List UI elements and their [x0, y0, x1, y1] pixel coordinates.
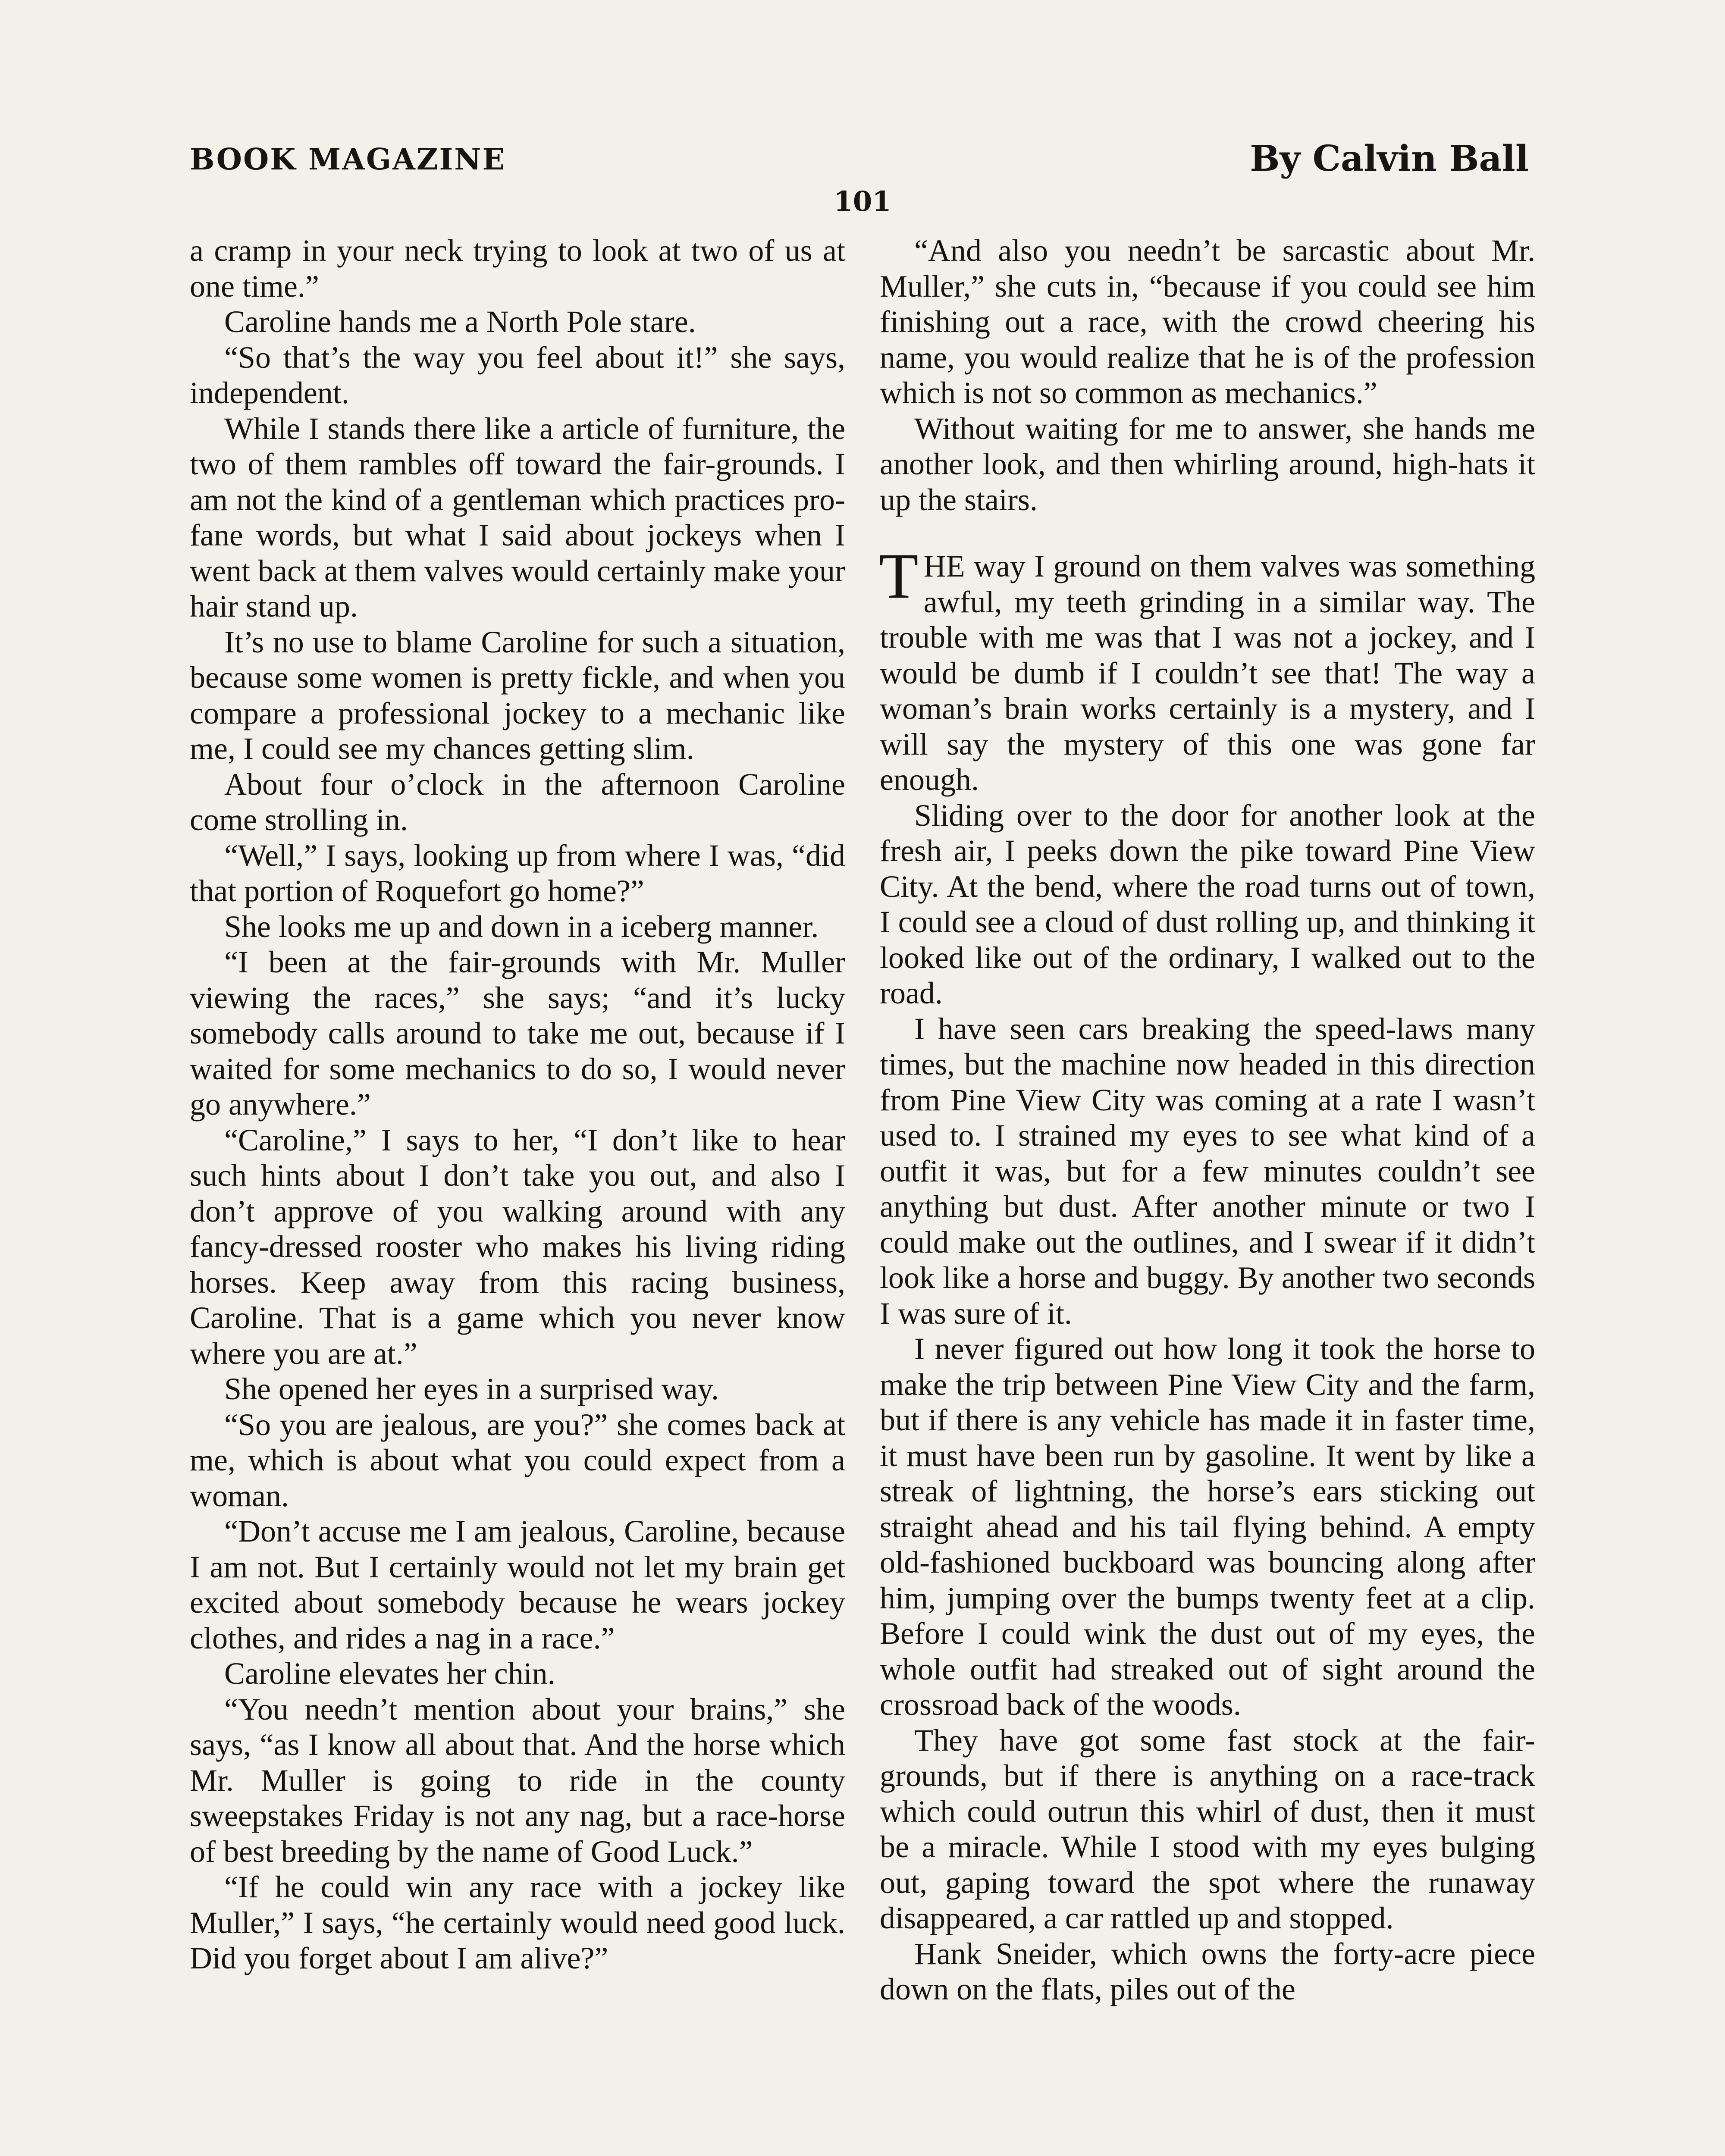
paragraph: She opened her eyes in a surprised way. [224, 1372, 719, 1406]
paragraph: “I been at the fair-grounds with Mr. Muller viewing the races,” she says; “and it’s lucky somebody calls around to take me out, because if I waited for some mechanics to do so, I would never go anywhere.” [190, 945, 845, 1122]
drop-cap-letter: T [879, 540, 919, 612]
author-byline: By Calvin Ball [1250, 138, 1529, 179]
page-number: 101 [834, 185, 891, 218]
paragraph: “You needn’t mention about your brains,” she says, “as I know all about that. And the horse which Mr. Muller is going to ride in the county sweepstakes Friday is not any nag, but a race-horse of best breeding by the name of Good Luck.” [190, 1692, 845, 1869]
paragraph: Caroline elevates her chin. [224, 1656, 555, 1691]
paragraph: “And also you needn’t be sarcastic about Mr. Muller,” she cuts in, “because if you could see him finishing out a race, with the crowd cheering his name, you would realize that he is of the profession which is not so common as mechanics.” [880, 233, 1535, 410]
left-text-column [190, 233, 845, 1976]
paragraph: While I stands there like a article of furniture, the two of them rambles off toward the fair-grounds. I am not the kind of a gentleman which practices profane words, but what I said about jockeys when I went back at them valves would certainly make your hair stand up. [190, 411, 845, 624]
paragraph: About four o’clock in the afternoon Caroline come strolling in. [190, 767, 845, 837]
paragraph: They have got some fast stock at the fair-grounds, but if there is anything on a race-track which could outrun this whirl of dust, then it must be a miracle. While I stood with my eyes bulging out, gaping toward the spot where the runaway disappeared, a car rattled up and stopped. [880, 1723, 1535, 1935]
paragraph: She looks me up and down in a iceberg manner. [224, 909, 819, 944]
paragraph: “Don’t accuse me I am jealous, Caroline, because I am not. But I certainly would not let my brain get excited about somebody because he wears jockey clothes, and rides a nag in a race.” [190, 1514, 845, 1655]
paragraph: “Well,” I says, looking up from where I was, “did that portion of Roquefort go home?” [190, 838, 845, 908]
section-opening-text: HE way I ground on them valves was something awful, my teeth grinding in a similar way. The trouble with me was that I was not a jockey, and I would be dumb if I couldn’t see that! The way a woman’s brain works certainly is a mystery, and I will say the mystery of this one was gone far enough. [880, 549, 1535, 797]
right-text-column [880, 233, 1535, 2007]
paragraph: “Caroline,” I says to her, “I don’t like to hear such hints about I don’t take you out, and also I don’t approve of you walking around with any fancy-dressed rooster who makes his living riding horses. Keep away from this racing business, Caroline. That is a game which you never know where you are at.” [190, 1122, 845, 1371]
paragraph: I never figured out how long it took the horse to make the trip between Pine View City and the farm, but if there is any vehicle has made it in faster time, it must have been run by gasoline. It went by like a streak of lightning, the horse’s ears sticking out straight ahead and his tail flying behind. A empty old-fashioned buckboard was bouncing along after him, jumping over the bumps twenty feet at a clip. Before I could wink the dust out of my eyes, the whole outfit had streaked out of sight around the crossroad back of the woods. [880, 1332, 1535, 1722]
paragraph: Sliding over to the door for another look at the fresh air, I peeks down the pike toward Pine View City. At the bend, where the road turns out of town, I could see a cloud of dust rolling up, and thinking it looked like out of the ordinary, I walked out to the road. [880, 798, 1535, 1010]
paragraph: I have seen cars breaking the speed-laws many times, but the machine now headed in this direction from Pine View City was coming at a rate I wasn’t used to. I strained my eyes to see what kind of a outfit it was, but for a few minutes couldn’t see anything but dust. After another minute or two I could make out the outlines, and I swear if it didn’t look like a horse and buggy. By another two seconds I was sure of it. [880, 1011, 1535, 1331]
paragraph: “So you are jealous, are you?” she comes back at me, which is about what you could expect from a woman. [190, 1407, 845, 1513]
paragraph: Hank Sneider, which owns the forty-acre piece down on the flats, piles out of the [880, 1936, 1535, 2006]
paragraph: “If he could win any race with a jockey like Muller,” I says, “he certainly would need good luck. Did you forget about I am alive?” [190, 1870, 845, 1975]
section-opening-paragraph [879, 540, 1535, 798]
paragraph: Without waiting for me to answer, she hands me another look, and then whirling around, high-hats it up the stairs. [880, 411, 1535, 517]
paragraph: Caroline hands me a North Pole stare. [224, 304, 696, 339]
paragraph: a cramp in your neck trying to look at two of us at one time.” [190, 233, 845, 304]
paragraph: It’s no use to blame Caroline for such a situation, because some women is pretty fickle, and when you compare a professional jockey to a mechanic like me, I could see my chances getting slim. [190, 624, 845, 766]
paragraph: “So that’s the way you feel about it!” she says, independent. [190, 340, 845, 410]
magazine-title: BOOK MAGAZINE [190, 142, 506, 177]
